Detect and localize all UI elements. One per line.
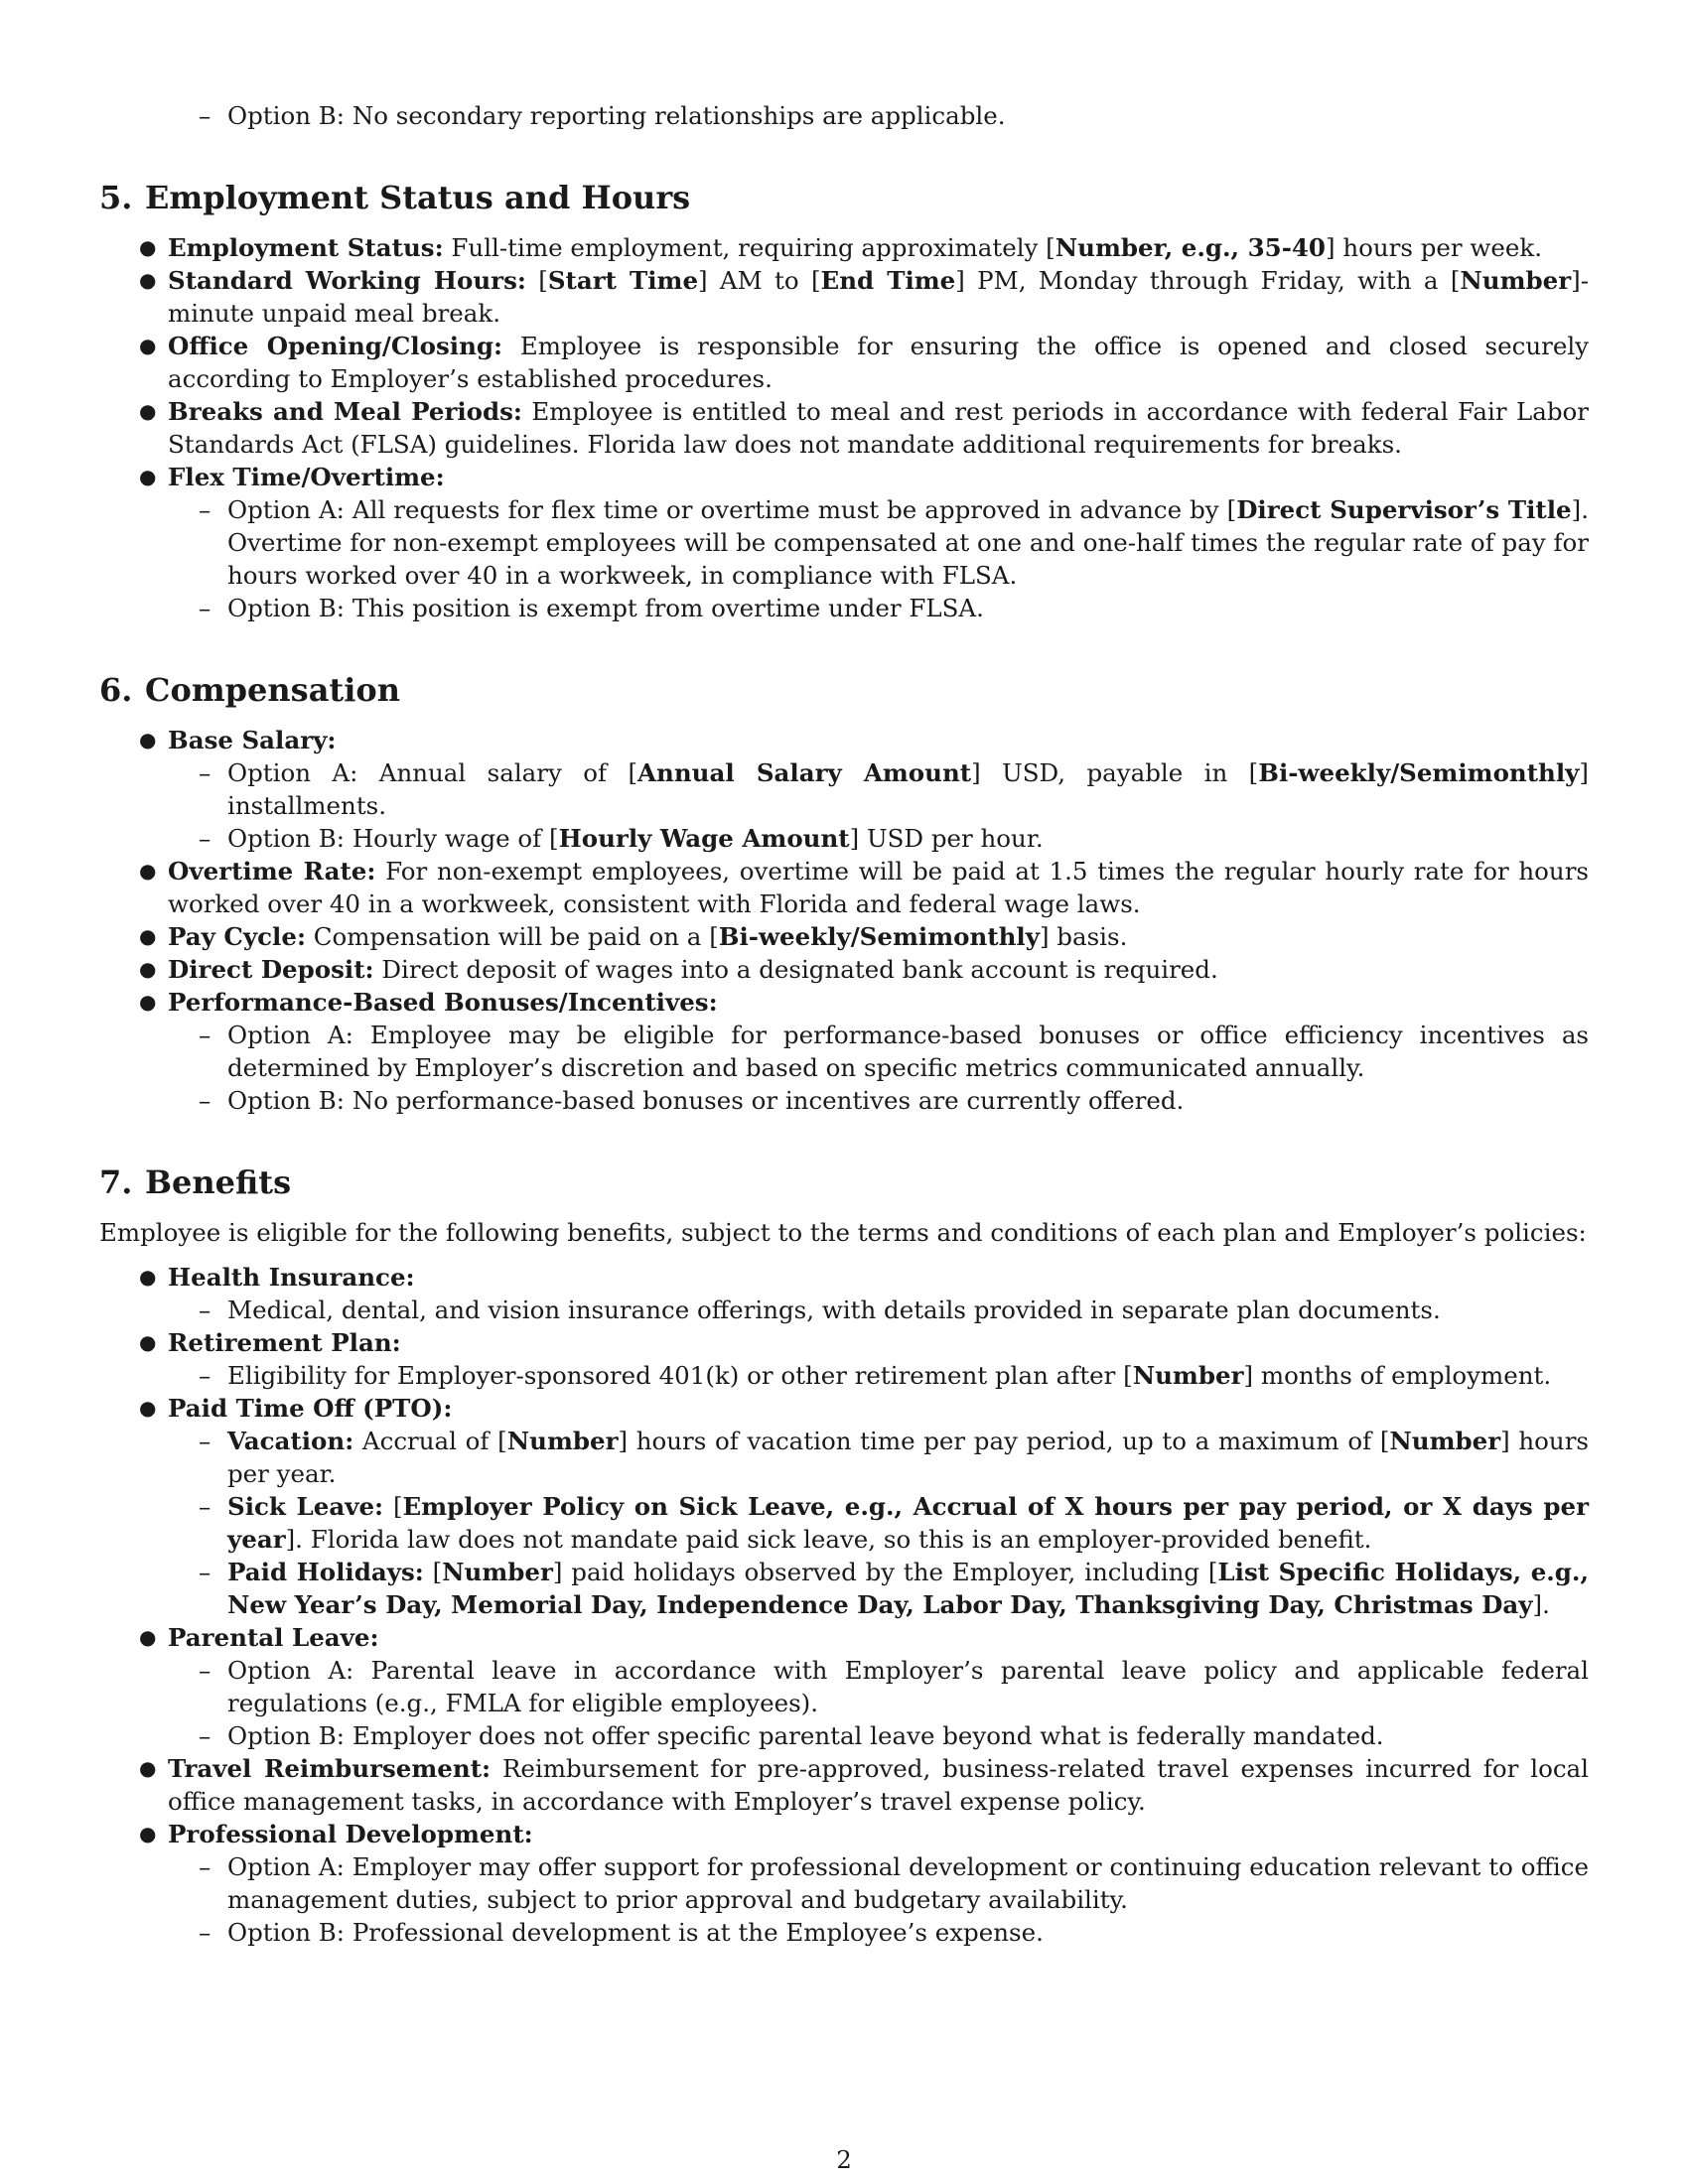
pto-item bbox=[99, 1392, 1589, 1425]
parental-leave-option-b bbox=[99, 1719, 1589, 1752]
section-6-heading bbox=[99, 670, 1589, 710]
option-text: Option A: Parental leave in accordance with Employer’s parental leave policy and applicable federal regulations (e.g., FMLA for eligible employees). bbox=[227, 1656, 1589, 1717]
dash-marker: – bbox=[199, 1086, 211, 1115]
item-text: Direct deposit of wages into a designated bank account is required. bbox=[373, 955, 1218, 984]
section-number: 6. bbox=[99, 671, 133, 709]
flex-option-a bbox=[99, 493, 1589, 592]
dash-marker: – bbox=[199, 1918, 211, 1947]
travel-reimbursement-item bbox=[99, 1752, 1589, 1818]
item-text: ] basis. bbox=[1039, 922, 1128, 951]
item-text: Compensation will be paid on a [ bbox=[306, 922, 719, 951]
section-7-heading bbox=[99, 1162, 1589, 1202]
option-text: Option B: Professional development is at the Employee’s expense. bbox=[227, 1918, 1044, 1947]
item-text: Employee is entitled to meal and rest periods in accordance with federal Fair Labor Standards Act (FLSA) guidelines. Florida law does not mandate additional requirements for breaks. bbox=[168, 397, 1589, 459]
office-opening-item bbox=[99, 330, 1589, 395]
option-text: Option A: Employee may be eligible for performance-based bonuses or office efficiency incentives as determined by Employer’s discretion and based on specific metrics communicated annually. bbox=[227, 1021, 1589, 1082]
overtime-rate-item bbox=[99, 855, 1589, 920]
section-number: 7. bbox=[99, 1163, 133, 1201]
dash-marker: – bbox=[199, 495, 211, 524]
item-text: Reimbursement for pre-approved, business-related travel expenses incurred for local office management tasks, in accordance with Employer’s travel expense policy. bbox=[168, 1754, 1589, 1816]
option-text: Option B: This position is exempt from overtime under FLSA. bbox=[227, 594, 984, 622]
bullet-marker: ● bbox=[139, 399, 157, 423]
option-text: ]. Overtime for non-exempt employees will be compensated at one and one-half times the regular rate of pay for hours worked over 40 in a workweek, in compliance with FLSA. bbox=[227, 495, 1589, 590]
item-label: Office Opening/Closing: bbox=[168, 332, 503, 360]
option-text: Option A: Employer may offer support for professional development or continuing education relevant to office management duties, subject to prior approval and budgetary availability. bbox=[227, 1852, 1589, 1914]
bullet-marker: ● bbox=[139, 268, 157, 292]
base-salary-item bbox=[99, 724, 1589, 756]
item-label: Overtime Rate: bbox=[168, 857, 376, 886]
option-text: ] hours per year. bbox=[227, 1427, 1589, 1488]
option-text: Option A: All requests for flex time or overtime must be approved in advance by [ bbox=[227, 495, 1237, 524]
placeholder-field: Bi-weekly/Semimonthly bbox=[1258, 758, 1580, 787]
item-label: Standard Working Hours: bbox=[168, 266, 526, 295]
bullet-marker: ● bbox=[139, 465, 157, 488]
option-text: ] installments. bbox=[227, 758, 1589, 820]
option-text: Eligibility for Employer-sponsored 401(k) or other retirement plan after [ bbox=[227, 1361, 1133, 1390]
placeholder-field: Direct Supervisor’s Title bbox=[1236, 495, 1572, 524]
intro-text: Option B: No secondary reporting relationships are applicable. bbox=[227, 101, 1006, 130]
placeholder-field: Number bbox=[506, 1427, 619, 1455]
breaks-item bbox=[99, 395, 1589, 461]
item-label: Flex Time/Overtime: bbox=[168, 463, 445, 491]
dash-marker: – bbox=[199, 824, 211, 853]
professional-development-option-b bbox=[99, 1916, 1589, 1949]
item-label: Performance-Based Bonuses/Incentives: bbox=[168, 988, 718, 1017]
flex-time-item bbox=[99, 461, 1589, 493]
retirement-plan-detail bbox=[99, 1359, 1589, 1392]
bullet-marker: ● bbox=[139, 957, 157, 981]
base-salary-option-b bbox=[99, 822, 1589, 855]
option-text: ] USD per hour. bbox=[849, 824, 1044, 853]
item-label: Travel Reimbursement: bbox=[168, 1754, 492, 1783]
page-number: 2 bbox=[836, 2145, 852, 2174]
sub-label: Sick Leave: bbox=[227, 1492, 384, 1521]
direct-deposit-item bbox=[99, 953, 1589, 986]
section-title: Benefits bbox=[145, 1163, 292, 1201]
option-text: ] months of employment. bbox=[1243, 1361, 1552, 1390]
placeholder-field: End Time bbox=[820, 266, 956, 295]
option-text: ] USD, payable in [ bbox=[971, 758, 1259, 787]
bullet-marker: ● bbox=[139, 1822, 157, 1845]
parental-leave-item bbox=[99, 1621, 1589, 1654]
parental-leave-option-a bbox=[99, 1654, 1589, 1719]
dash-marker: – bbox=[199, 1296, 211, 1324]
bullet-marker: ● bbox=[139, 1330, 157, 1354]
bonuses-option-a bbox=[99, 1019, 1589, 1084]
working-hours-item bbox=[99, 264, 1589, 330]
intro-option-line bbox=[99, 99, 1589, 132]
item-label: Health Insurance: bbox=[168, 1263, 415, 1292]
item-label: Direct Deposit: bbox=[168, 955, 374, 984]
item-text: ] AM to [ bbox=[698, 266, 821, 295]
vacation-detail bbox=[99, 1425, 1589, 1490]
paid-holidays-detail bbox=[99, 1556, 1589, 1621]
item-label: Parental Leave: bbox=[168, 1623, 379, 1652]
option-text: [ bbox=[383, 1492, 403, 1521]
bullet-marker: ● bbox=[139, 1265, 157, 1289]
benefits-intro: Employee is eligible for the following benefits, subject to the terms and conditions of each plan and Employer’s policies: bbox=[99, 1218, 1587, 1247]
option-text: Option A: Annual salary of [ bbox=[227, 758, 638, 787]
dash-marker: – bbox=[199, 101, 211, 130]
health-insurance-item bbox=[99, 1261, 1589, 1294]
dash-marker: – bbox=[199, 758, 211, 787]
dash-marker: – bbox=[199, 1852, 211, 1881]
base-salary-option-a bbox=[99, 756, 1589, 822]
item-text: For non-exempt employees, overtime will be paid at 1.5 times the regular hourly rate for hours worked over 40 in a workweek, consistent with Florida and federal wage laws. bbox=[168, 857, 1589, 918]
sub-label: Paid Holidays: bbox=[227, 1558, 424, 1586]
placeholder-field: Bi-weekly/Semimonthly bbox=[718, 922, 1040, 951]
option-text: [ bbox=[423, 1558, 443, 1586]
section-title: Employment Status and Hours bbox=[145, 179, 691, 216]
dash-marker: – bbox=[199, 1558, 211, 1586]
dash-marker: – bbox=[199, 594, 211, 622]
bonuses-item bbox=[99, 986, 1589, 1019]
option-text: ] paid holidays observed by the Employer, including [ bbox=[552, 1558, 1218, 1586]
placeholder-field: Number bbox=[442, 1558, 553, 1586]
item-text: ]-minute unpaid meal break. bbox=[168, 266, 1589, 328]
section-title: Compensation bbox=[145, 671, 400, 709]
placeholder-field: Annual Salary Amount bbox=[637, 758, 972, 787]
item-label: Retirement Plan: bbox=[168, 1328, 401, 1357]
dash-marker: – bbox=[199, 1492, 211, 1521]
item-label: Professional Development: bbox=[168, 1820, 533, 1848]
dash-marker: – bbox=[199, 1656, 211, 1685]
item-label: Base Salary: bbox=[168, 726, 337, 754]
retirement-plan-item bbox=[99, 1326, 1589, 1359]
dash-marker: – bbox=[199, 1427, 211, 1455]
placeholder-field: Number, e.g., 35-40 bbox=[1055, 233, 1326, 262]
option-text: ]. Florida law does not mandate paid sick leave, so this is an employer-provided benefit. bbox=[285, 1525, 1372, 1554]
item-text: Employee is responsible for ensuring the office is opened and closed securely according to Employer’s established procedures. bbox=[168, 332, 1589, 393]
section-5-heading bbox=[99, 178, 1589, 217]
section-number: 5. bbox=[99, 179, 133, 216]
bullet-marker: ● bbox=[139, 1625, 157, 1649]
item-label: Breaks and Meal Periods: bbox=[168, 397, 522, 426]
placeholder-field: List Specific Holidays, e.g., New Year’s Day, Memorial Day, Independence Day, Labor Day, Thanksgiving Day, Christmas Day bbox=[227, 1558, 1589, 1619]
placeholder-field: Start Time bbox=[547, 266, 699, 295]
sub-label: Vacation: bbox=[227, 1427, 354, 1455]
placeholder-field: Number bbox=[1132, 1361, 1244, 1390]
bullet-marker: ● bbox=[139, 334, 157, 357]
placeholder-field: Employer Policy on Sick Leave, e.g., Accrual of X hours per pay period, or X days per year bbox=[227, 1492, 1589, 1554]
bonuses-option-b bbox=[99, 1084, 1589, 1117]
option-text: Accrual of [ bbox=[353, 1427, 507, 1455]
placeholder-field: Number bbox=[1460, 266, 1572, 295]
item-text: [ bbox=[525, 266, 548, 295]
pay-cycle-item bbox=[99, 920, 1589, 953]
bullet-marker: ● bbox=[139, 235, 157, 259]
dash-marker: – bbox=[199, 1721, 211, 1750]
placeholder-field: Number bbox=[1389, 1427, 1501, 1455]
item-text: ] PM, Monday through Friday, with a [ bbox=[955, 266, 1461, 295]
sick-leave-detail bbox=[99, 1490, 1589, 1556]
document-page bbox=[99, 99, 1589, 1949]
bullet-marker: ● bbox=[139, 924, 157, 948]
option-text: ] hours of vacation time per pay period, up to a maximum of [ bbox=[618, 1427, 1390, 1455]
health-insurance-detail bbox=[99, 1294, 1589, 1326]
bullet-marker: ● bbox=[139, 1756, 157, 1780]
bullet-marker: ● bbox=[139, 990, 157, 1014]
item-label: Employment Status: bbox=[168, 233, 444, 262]
placeholder-field: Hourly Wage Amount bbox=[558, 824, 850, 853]
item-text: Full-time employment, requiring approximately [ bbox=[443, 233, 1055, 262]
option-text: Option B: Employer does not offer specific parental leave beyond what is federally mandated. bbox=[227, 1721, 1384, 1750]
option-text: Option B: No performance-based bonuses or incentives are currently offered. bbox=[227, 1086, 1185, 1115]
flex-option-b bbox=[99, 592, 1589, 624]
employment-status-item bbox=[99, 231, 1589, 264]
item-label: Pay Cycle: bbox=[168, 922, 306, 951]
bullet-marker: ● bbox=[139, 1396, 157, 1420]
item-text: ] hours per week. bbox=[1325, 233, 1542, 262]
option-text: ]. bbox=[1532, 1590, 1550, 1619]
bullet-marker: ● bbox=[139, 728, 157, 751]
option-text: Medical, dental, and vision insurance offerings, with details provided in separate plan documents. bbox=[227, 1296, 1441, 1324]
bullet-marker: ● bbox=[139, 859, 157, 883]
option-text: Option B: Hourly wage of [ bbox=[227, 824, 559, 853]
dash-marker: – bbox=[199, 1021, 211, 1049]
professional-development-item bbox=[99, 1818, 1589, 1850]
item-label: Paid Time Off (PTO): bbox=[168, 1394, 453, 1423]
dash-marker: – bbox=[199, 1361, 211, 1390]
professional-development-option-a bbox=[99, 1850, 1589, 1916]
